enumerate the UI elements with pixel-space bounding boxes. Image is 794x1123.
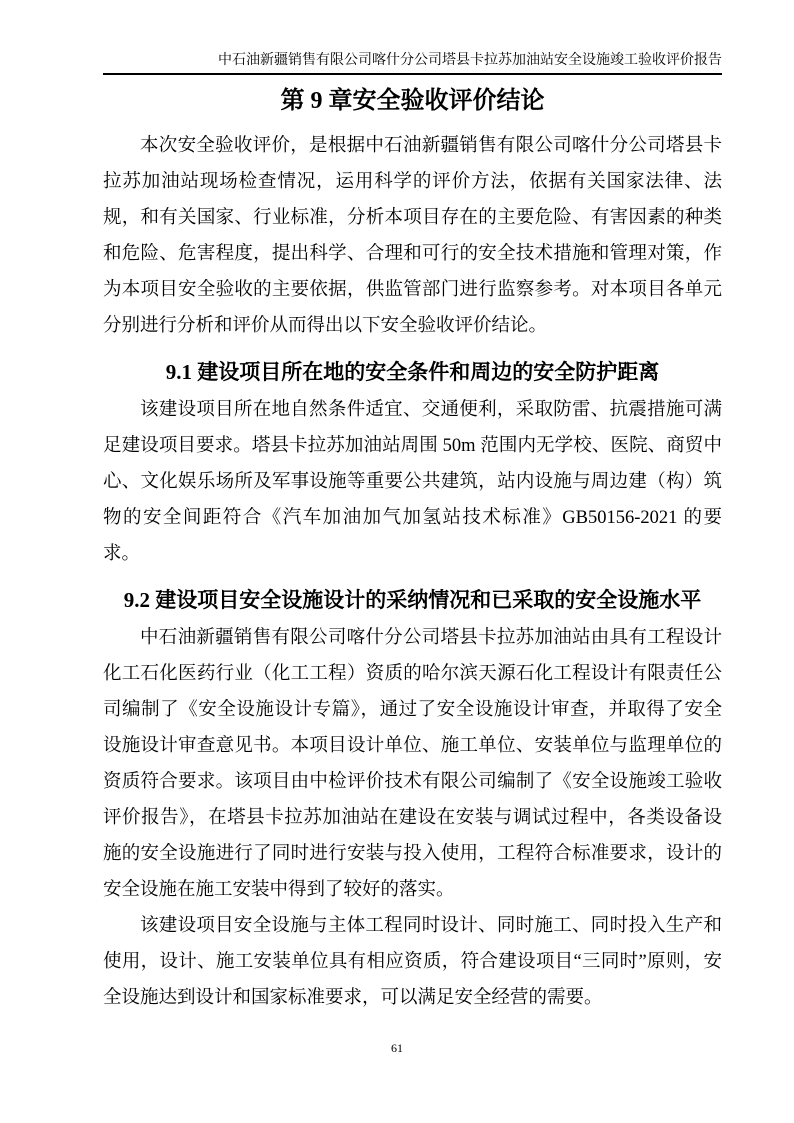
section-heading-9-1: 9.1 建设项目所在地的安全条件和周边的安全防护距离	[165, 360, 660, 384]
header-rule	[103, 73, 722, 75]
page-header-text: 中石油新疆销售有限公司喀什分公司塔县卡拉苏加油站安全设施竣工验收评价报告	[218, 53, 722, 68]
section-heading-9-2: 9.2 建设项目安全设施设计的采纳情况和已采取的安全设施水平	[123, 588, 702, 612]
paragraph-9-2-b: 该建设项目安全设施与主体工程同时设计、同时施工、同时投入生产和使用，设计、施工安装单位具有相应资质，符合建设项目“三同时”原则，安全设施达到设计和国家标准要求，可以满足安全经营的需要。	[103, 916, 722, 1008]
paragraph-9-2-a: 中石油新疆销售有限公司喀什分公司塔县卡拉苏加油站由具有工程设计化工石化医药行业（化工工程）资质的哈尔滨天源石化工程设计有限责任公司编制了《安全设施设计专篇》，通过了安全设施设计审查，并取得了安全设施设计审查意见书。本项目设计单位、施工单位、安装单位与监理单位的资质符合要求。该项目由中检评价技术有限公司编制了《安全设施竣工验收评价报告》，在塔县卡拉苏加油站在建设在安装与调试过程中，各类设备设施的安全设施进行了同时进行安装与投入使用，工程符合标准要求，设计的安全设施在施工安装中得到了较好的落实。	[103, 628, 722, 900]
paragraph-intro: 本次安全验收评价，是根据中石油新疆销售有限公司喀什分公司塔县卡拉苏加油站现场检查情况，运用科学的评价方法，依据有关国家法律、法规，和有关国家、行业标准，分析本项目存在的主要危险、有害因素的种类和危险、危害程度，提出科学、合理和可行的安全技术措施和管理对策，作为本项目安全验收的主要依据，供监管部门进行监察参考。对本项目各单元分别进行分析和评价从而得出以下安全验收评价结论。	[103, 136, 722, 336]
paragraph-9-1: 该建设项目所在地自然条件适宜、交通便利，采取防雷、抗震措施可满足建设项目要求。塔县卡拉苏加油站周围 50m 范围内无学校、医院、商贸中心、文化娱乐场所及军事设施等重要公共建筑，站内设施与周边建（构）筑物的安全间距符合《汽车加油加气加氢站技术标准》GB50156-2021 的要求。	[103, 400, 722, 564]
page-number: 61	[391, 1041, 403, 1055]
document-body	[103, 128, 722, 1016]
chapter-title: 第 9 章安全验收评价结论	[280, 88, 545, 114]
